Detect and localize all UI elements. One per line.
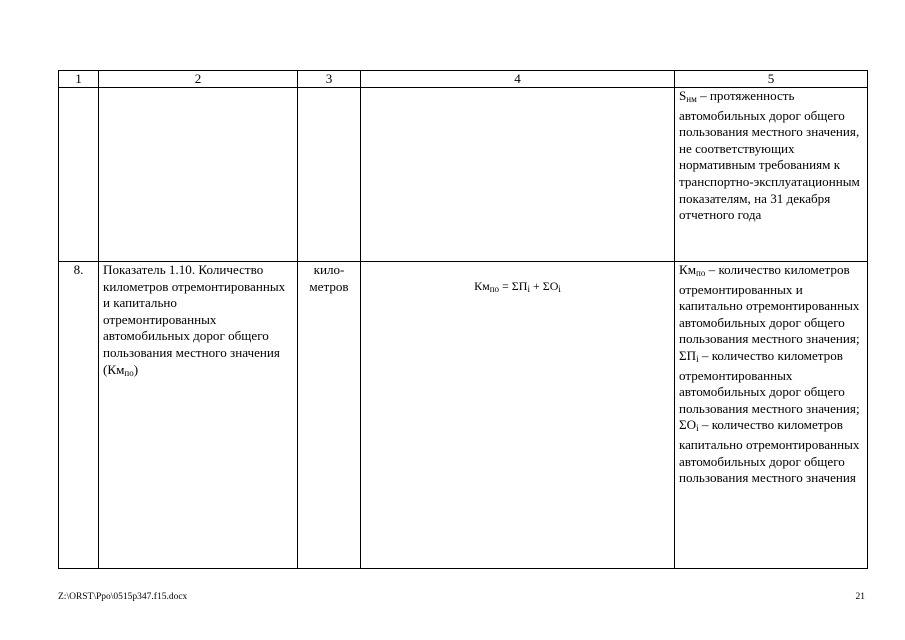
desc3-var: ΣО (679, 417, 697, 433)
snm-text: – протяженность автомобильных дорог общего пользования местного значения, не соответствующих нормативным требованиям к транспортно-эксплуатационным показателям, на 31 декабря отчетного года (679, 88, 860, 223)
table-row (59, 88, 868, 262)
formula-cell (361, 262, 675, 569)
desc2-text: – количество километров отремонтированных автомобильных дорог общего пользования местного значения; (679, 347, 860, 416)
document-table (58, 70, 868, 569)
row-number: 8. (59, 262, 99, 569)
row-a-col-2 (99, 88, 298, 262)
header-col-1: 1 (59, 71, 99, 88)
table-row (59, 262, 868, 569)
header-col-5: 5 (675, 71, 868, 88)
unit-cell (298, 262, 361, 569)
formula-sum-p: = ΣП (499, 279, 528, 293)
formula-sum-o: + ΣО (529, 279, 559, 293)
row-a-description (675, 88, 868, 262)
header-col-3: 3 (298, 71, 361, 88)
desc2-sub: i (696, 353, 699, 364)
unit-line-2: метров (309, 278, 349, 294)
snm-sub: нм (686, 94, 697, 104)
desc1-sub: по (696, 268, 706, 278)
row-a-col-3 (298, 88, 361, 262)
indicator-end: ) (133, 361, 139, 377)
row-a-col-1 (59, 88, 99, 262)
footer-file-path: Z:\ORST\Ppo\0515p347.f15.docx (58, 592, 188, 602)
desc1-text: – количество километров отремонтированных и капитально отремонтированных автомобильных дорог общего пользования местного значения; (679, 262, 860, 347)
formula-o-sub: i (558, 284, 561, 294)
formula-lhs-sub: по (489, 284, 500, 294)
snm-var: S (679, 88, 687, 103)
desc1-var: Км (679, 262, 697, 277)
desc3-sub: i (696, 423, 699, 434)
desc3-text: – количество километров капитально отремонтированных автомобильных дорог общего пользования местного значения (679, 417, 860, 486)
header-col-4: 4 (361, 71, 675, 88)
formula-lhs: Км (474, 279, 490, 293)
formula-p-sub: i (527, 284, 530, 294)
indicator-sub: по (124, 367, 134, 378)
indicator-name (99, 262, 298, 569)
desc2-var: ΣП (679, 347, 697, 363)
unit-line-1: кило- (313, 262, 345, 277)
page-number: 21 (855, 592, 865, 602)
indicator-text: Показатель 1.10. Количество километров отремонтированных и капитально отремонтированных автомобильных дорог общего пользования местного значения (Км (103, 262, 286, 377)
row-b-description (675, 262, 868, 569)
row-a-col-4 (361, 88, 675, 262)
table-header-row (59, 71, 868, 88)
header-col-2: 2 (99, 71, 298, 88)
